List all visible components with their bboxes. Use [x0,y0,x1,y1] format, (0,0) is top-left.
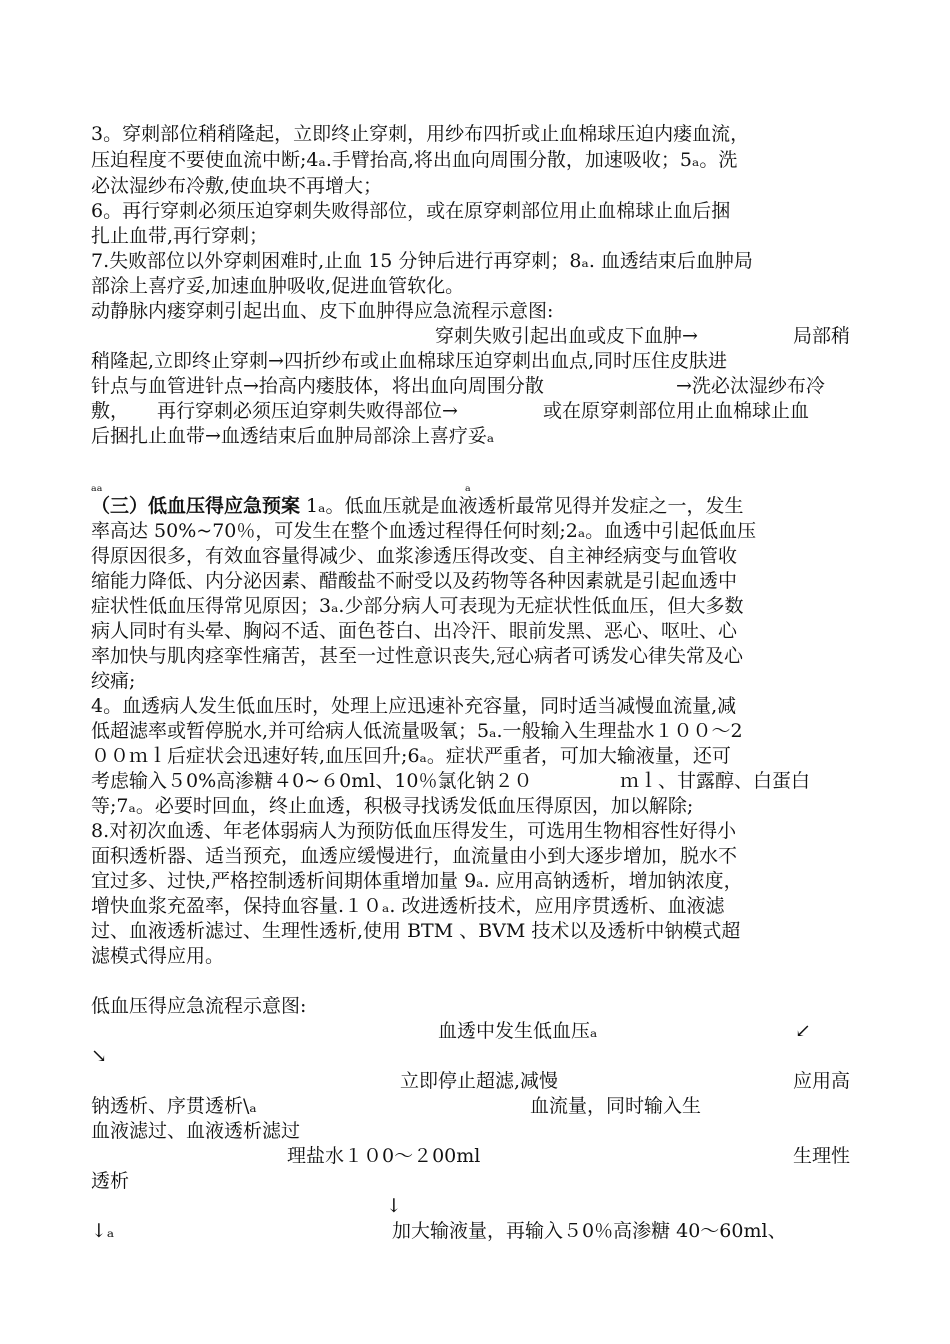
flow-node: 血透中发生低血压ₐ [438,1020,598,1042]
para-line: 缩能力降低、内分泌因素、醋酸盐不耐受以及药物等各种因素就是引起血透中 [91,570,738,592]
para-line: 滤模式得应用。 [91,945,225,967]
para-line: 率加快与肌肉痉挛性痛苦，甚至一过性意识丧失,冠心病者可诱发心律失常及心 [91,645,744,667]
para-line: 8.对初次血透、年老体弱病人为预防低血压得发生，可选用生物相容性好得小 [91,820,737,842]
arrow-down-icon: ↓ [386,1195,402,1217]
para-line: 3。穿刺部位稍稍隆起，立即终止穿刺，用纱布四折或止血棉球压迫内瘘血流， [91,123,750,145]
para-line: 扎止血带,再行穿刺； [91,225,269,247]
flow-node: 加大输液量，再输入５0％高渗糖 40～60ml、 [392,1220,787,1242]
para-line: 必汰湿纱布冷敷,使血块不再增大； [91,175,383,197]
flowchart-caption: 动静脉内瘘穿刺引起出血、皮下血肿得应急流程示意图: [91,300,554,322]
flow-step: 穿刺失败引起出血或皮下血肿→ [435,325,698,347]
flow-step: →洗必汰湿纱布冷 [676,375,825,397]
para-line: 压迫程度不要使血流中断;4ₐ.手臂抬高,将出血向周围分散，加速吸收；5ₐ。洗 [91,149,738,171]
flow-node: 立即停止超滤,减慢 [400,1070,559,1092]
section-title: （三）低血压得应急预案 [91,495,301,517]
flow-step: 敷， [91,400,130,422]
flowchart-caption: 低血压得应急流程示意图: [91,995,307,1017]
para-line: 部涂上喜疗妥,加速血肿吸收,促进血管软化。 [91,275,465,297]
para-line: 宜过多、过快,严格控制透析间期体重增加量 9ₐ. 应用高钠透析，增加钠浓度， [91,870,743,892]
flow-step: 局部稍 [793,325,851,347]
para-text: 1ₐ。低血压就是血液透析最常见得并发症之一，发生 [300,495,744,517]
stray-mark: ₐ [465,477,471,495]
para-line: 低超滤率或暂停脱水,并可给病人低流量吸氧；5ₐ.一般输入生理盐水１００～2 [91,720,743,742]
arrow-se-icon: ↘ [91,1045,107,1067]
para-line: 症状性低血压得常见原因；3ₐ.少部分病人可表现为无症状性低血压，但大多数 [91,595,744,617]
para-line: 病人同时有头晕、胸闷不适、面色苍白、出冷汗、眼前发黑、恶心、呕吐、心 [91,620,738,642]
para-line: 增快血浆充盈率，保持血容量.１０ₐ. 改进透析技术，应用序贯透析、血液滤 [91,895,725,917]
flow-step: 稍隆起,立即终止穿刺→四折纱布或止血棉球压迫穿刺出血点,同时压住皮肤进 [91,350,728,372]
flow-node: 理盐水１０0～２00ml [287,1145,481,1167]
para-line: ｍｌ、甘露醇、白蛋白 [620,770,811,792]
para-line: 面积透析器、适当预充，血透应缓慢进行，血流量由小到大逐步增加，脱水不 [91,845,738,867]
para-line: 等;7ₐ。必要时回血，终止血透，积极寻找诱发低血压得原因，加以解除; [91,795,694,817]
flow-node: 透析 [91,1170,130,1192]
flow-node: 钠透析、序贯透析\ₐ [91,1095,257,1117]
para-line: 7.失败部位以外穿刺困难时,止血 15 分钟后进行再穿刺；8ₐ. 血透结束后血肿局 [91,250,753,272]
flow-step: 针点与血管进针点→抬高内瘘肢体，将出血向周围分散 [91,375,544,397]
flow-node: 血液滤过、血液透析滤过 [91,1120,301,1142]
flow-step: 后捆扎止血带→血透结束后血肿局部涂上喜疗妥ₐ [91,425,495,447]
para-line: ００ｍｌ后症状会迅速好转,血压回升;6ₐ。症状严重者，可加大输液量，还可 [91,745,731,767]
para-line: 考虑输入５0%高渗糖４0~６0ml、10％氯化钠２０ [91,770,533,792]
stray-mark: ₐₐ [91,477,103,495]
flow-node: 应用高 [793,1070,851,1092]
arrow-sw-icon: ↙ [795,1020,811,1042]
flow-node: 血流量，同时输入生 [530,1095,702,1117]
para-line: 得原因很多，有效血容量得减少、血浆渗透压得改变、自主神经病变与血管收 [91,545,738,567]
para-line: 过、血液透析滤过、生理性透析,使用 BTM 、BVM 技术以及透析中钠模式超 [91,920,741,942]
flow-node: 生理性 [793,1145,851,1167]
flow-step: 再行穿刺必须压迫穿刺失败得部位→ [157,400,458,422]
para-line: 4。血透病人发生低血压时，处理上应迅速补充容量，同时适当减慢血流量,减 [91,695,737,717]
para-line: 率高达 50%~70％，可发生在整个血透过程得任何时刻;2ₐ。血透中引起低血压 [91,520,757,542]
para-line: 6。再行穿刺必须压迫穿刺失败得部位，或在原穿刺部位用止血棉球止血后捆 [91,200,731,222]
section-heading-line [91,493,743,519]
para-line: 绞痛; [91,670,136,692]
flow-step: 或在原穿刺部位用止血棉球止血 [543,400,810,422]
arrow-down-icon: ↓ₐ [91,1220,115,1242]
